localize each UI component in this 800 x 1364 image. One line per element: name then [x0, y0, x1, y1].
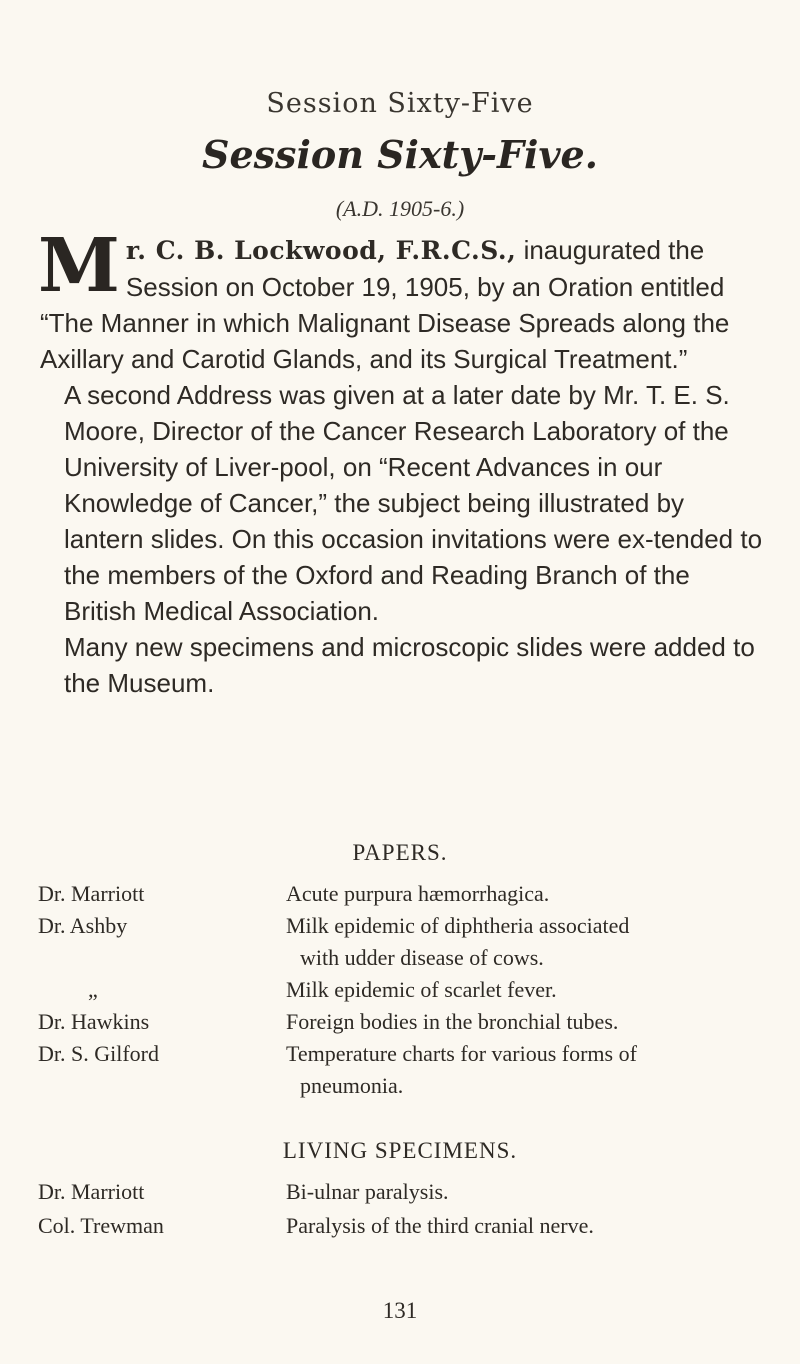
paper-title: [286, 974, 778, 1006]
paper-title: [286, 1038, 778, 1102]
papers-heading: PAPERS.: [352, 840, 448, 865]
opening-name: r. C. B. Lockwood, F.R.C.S.,: [125, 236, 517, 265]
specimen-title: Paralysis of the third cranial nerve.: [286, 1213, 594, 1238]
paragraph-text: inaugurated the Session on October 19, 1905, by an Oration entitled “The Manner in which Malignant Disease Spreads along the Axillary and Carotid Glands, and its Surgical Treatment.”: [40, 235, 730, 374]
paper-author: Dr. Ashby: [38, 913, 128, 938]
paper-title-continuation: pneumonia.: [300, 1073, 404, 1098]
running-head: Session Sixty-Five: [266, 88, 534, 119]
paper-author: Dr. S. Gilford: [38, 1041, 159, 1066]
specimen-author: Dr. Marriott: [38, 1179, 145, 1204]
paragraph-inaugural-oration: [38, 223, 764, 377]
paper-author: Dr. Hawkins: [38, 1009, 150, 1034]
paper-title-line: Temperature charts for various forms of: [286, 1041, 637, 1066]
paragraph-museum: Many new specimens and microscopic slides were added to the Museum.: [64, 632, 755, 698]
specimen-title: Bi-ulnar paralysis.: [286, 1179, 449, 1204]
paper-title-line: Foreign bodies in the bronchial tubes.: [286, 1009, 619, 1034]
drop-cap: M: [38, 223, 120, 309]
living-specimens-heading: LIVING SPECIMENS.: [282, 1138, 518, 1163]
paper-title-continuation: with udder disease of cows.: [300, 945, 544, 970]
session-title: Session Sixty-Five.: [202, 132, 598, 177]
ditto-mark: „: [88, 977, 98, 1002]
paper-title-line: Acute purpura hæmorrhagica.: [286, 881, 550, 906]
paper-title-line: Milk epidemic of diphtheria associated: [286, 913, 630, 938]
paper-author: Dr. Marriott: [38, 881, 145, 906]
page-number: 131: [382, 1298, 418, 1323]
paper-title: [286, 878, 778, 910]
specimen-author: Col. Trewman: [38, 1213, 164, 1238]
paper-title: [286, 1006, 778, 1038]
session-dates: (A.D. 1905-6.): [335, 196, 465, 221]
paper-title-line: Milk epidemic of scarlet fever.: [286, 977, 557, 1002]
paragraph-second-address: A second Address was given at a later date by Mr. T. E. S. Moore, Director of the Cancer Research Laboratory of the University of Liver-pool, on “Recent Advances in our Knowledge of Cancer,” the subject being illustrated by lantern slides. On this occasion invitations were ex-tended to the members of the Oxford and Reading Branch of the British Medical Association.: [64, 380, 763, 626]
body-text: [38, 223, 764, 701]
paper-title: [286, 910, 778, 974]
